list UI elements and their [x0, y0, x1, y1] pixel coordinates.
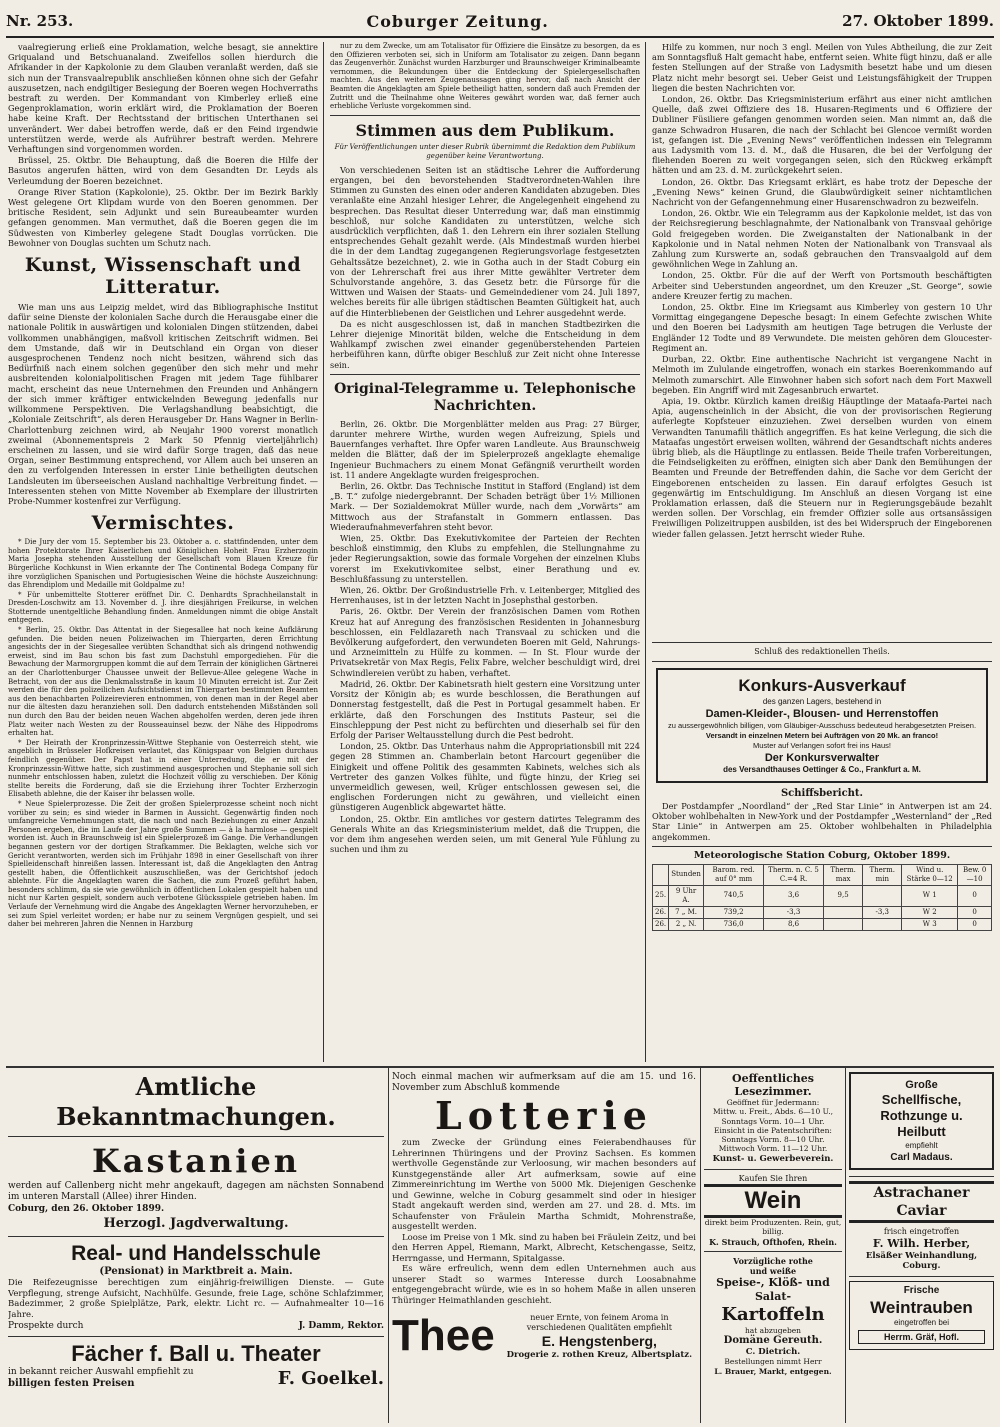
section-note: Für Veröffentlichungen unter dieser Rubrik übernimmt die Redaktion dem Publikum gegenüber keine Verantwortung. — [334, 142, 636, 160]
ad-line: Schellfische, — [881, 1092, 962, 1107]
section-rule — [652, 642, 992, 643]
ad-signature: E. Hengstenberg, — [541, 1332, 657, 1349]
table-cell: 0 — [958, 906, 992, 918]
ads-column-3 — [704, 1072, 842, 1424]
table-cell: 739,2 — [704, 906, 764, 918]
table-cell: 740,5 — [704, 885, 764, 906]
table-cell — [863, 885, 902, 906]
table-header: Wind u. Stärke 0—12 — [902, 864, 958, 885]
table-header — [653, 864, 669, 885]
lesezimmer-headline: Oeffentliches Lesezimmer. — [732, 1072, 814, 1098]
ad-line: Sonntags Vorm. 10—1 Uhr. — [721, 1116, 825, 1126]
section-title-stimmen: Stimmen aus dem Publikum. — [355, 120, 615, 140]
ad-line: Kaufen Sie Ihren — [738, 1173, 808, 1183]
section-rule — [8, 1136, 384, 1137]
ad-line: Heilbutt — [897, 1124, 946, 1139]
section-rule — [849, 1176, 994, 1177]
section-rule — [704, 1169, 842, 1170]
ad-line: des ganzen Lagers, bestehend in — [762, 697, 882, 707]
ad-line: Einsicht in die Patentschriften: — [714, 1125, 832, 1135]
section-title-vermischtes: Vermischtes. — [91, 512, 235, 535]
ad-line: Sonntags Vorm. 8—10 Uhr. — [721, 1135, 825, 1145]
ad-line: Vorzügliche rothe — [733, 1255, 813, 1266]
ad-signature: C. Dietrich. — [745, 1347, 801, 1358]
article-paragraph: Hilfe zu kommen, nur noch 3 engl. Meilen von Yules Abtheilung, die zur Zeit am Sonntagsfluß Halt gemacht habe, entfernt seien. White fügt hinzu, daß er alle festen Stellungen auf der Straße von Ladysmith besetzt habe und um diesen Platz nicht mehr besorgt sei. Ueber Geist und Leistungsfähigkeit der Truppen liegen die besten Nachrichten vor. — [652, 42, 992, 93]
table-cell: -3,3 — [764, 906, 824, 918]
section-rule — [8, 1336, 384, 1337]
article-paragraph: * Die Jury der vom 15. September bis 23. Oktober a. c. stattfindenden, unter dem hohen Protektorate Ihrer Kaiserlichen und Königlichen Hoheit Frau Erzherzogin Maria Josepha stehenden Ausstellung der Gesellschaft vom Blauen Kreuze für Bürgerliche Kochkunst in Wien erkannte der The Continental Bodega Company für ihre vorzüglichen Spanischen und Portugiesischen Weine die höchste Auszeichnung: das Ehrendiplom und Medaille mit Goldpalme zu! — [8, 538, 318, 590]
table-header-row — [653, 864, 992, 885]
ad-text: Loose im Preise von 1 Mk. sind zu haben bei Fräulein Zeitz, und bei den Herren Appel, Riemann, Markt, Albrecht, Ketschengasse, Seitz, Herrngasse, und Hermann, Spitalgasse. — [392, 1232, 696, 1264]
schiffsbericht-title: Schiffsbericht. — [780, 787, 864, 799]
column-1 — [8, 42, 318, 1062]
ad-line: in bekannt reicher Auswahl empfiehlt zu — [8, 1367, 194, 1377]
article-paragraph: Von verschiedenen Seiten ist an städtische Lehrer die Aufforderung ergangen, bei den bevorstehenden Stadtverordneten-Wahlen ihre Stimmen zu Gunsten des einen oder anderen Kandidaten abzugeben. Dies veranlaßte eine Anzahl hiesiger Lehrer, die Angelegenheit eingehend zu besprechen. Das Resultat dieser Unterredung war, daß man einstimmig beschloß, nur solche Kandidaten zu unterstützen, welche sich ausdrücklich verpflichten, daß 1. den Lehrern ein ihrer sozialen Stellung entsprechendes Gehalt gezahlt werde. (Als Mindestmaß wurden hierbei die in der dem Landtag zugegangenen Regierungsvorlage festgesetzten Gehaltssätze bezeichnet), 2. wie in Gotha auch in der Stadt Coburg ein von der Lehrerschaft frei aus ihrer Mitte gewählter Vertreter dem Schulvorstande angehöre, 3. das Gesetz betr. die Fürsorge für die Wittwen und Waisen der Staats- und Gemeindediener vom 24. Juli 1897, welches bereits für alle übrigen städtischen Beamten Gültigkeit hat, auch auf die Hinterbliebenen der Geistlichen und Lehrer ausgedehnt werde. — [330, 164, 640, 318]
article-paragraph: * Für unbemittelte Stotterer eröffnet Dir. C. Denhardts Sprachheilanstalt in Dresden-Loschwitz am 13. November d. J. ihre diesjährigen Freikurse, in welchen Stotternde unentgeltliche Behandlung finden. Anmeldungen nimmt die obige Anstalt entgegen. — [8, 590, 318, 625]
amtliche-section — [8, 1072, 384, 1424]
ad-line: Prospekte durch — [8, 1321, 84, 1331]
table-cell: 9,5 — [823, 885, 863, 906]
section-rule — [330, 374, 640, 375]
article-paragraph: * Berlin, 25. Oktbr. Das Attentat in der Siegesallee hat noch keine Aufklärung gefunden. Die beiden neuen Polizeiwachen im Thiergarten, deren Errichtung angesichts der in der Siegesallee verübten Schandthat sich als dringend nothwendig erweist, sind im Bau schon bis fast zum Dachstuhl emporgediehen. Für die Bewachung der Marmorgruppen kommt die auf dem Terrain der königlichen Gärtnerei an der Charlottenburger Chaussee unweit der Bellevue-Allee gelegene Wache in Betracht, von der aus die Denkmalsstraße in kaum 10 Minuten erreicht ist. Zur Zeit werden die für den polizeilichen Aufsichtsdienst im Thiergarten bestimmten Beamten aus den benachbarten Polizeirevieren entnommen, von denen man in der Regel aber nur die ältesten dazu heranziehen soll. Den dadurch entstehenden Mißständen soll nun durch den Bau der beiden neuen Wachen abgeholfen werden, deren jede ihren Platz weiter nach Westen zu der Rousseauinsel bezw. der Nähe des Hippodroms erhalten hat. — [8, 626, 318, 738]
newspaper-title: Coburger Zeitung. — [366, 11, 549, 31]
lotterie-headline: Lotterie — [435, 1093, 653, 1138]
article-paragraph: * Neue Spielerprozesse. Die Zeit der großen Spielerprozesse scheint noch nicht vorüber zu sein; es sind wieder in Barmen in Aussicht. Gegenwärtig finden noch umfangreiche Vernehmungen statt, die nach und nach Beziehungen zu einer Anzahl Personen ergeben, die im Laufe der Jahre große Summen — à la harmlose — gespielt worden ist. Auch in Braunschweig ist ein Spielerprozeß im Gange. Die Verhandlungen begannen gestern vor der dortigen Strafkammer. Die Beklagten, welche sich vor Gericht verantworten, werden sich im Frühjahr 1898 in einer Gesellschaft von ihrer Spielleidenschaft hinreißen lassen. Interessant ist, daß die Angeklagten den Antrag gestellt haben, die Öffentlichkeit auszuschließen, was der Gerichtshof jedoch ablehnte. Für die Angeklagten waren die Sachen, die zum Prozeß geführt haben, besonders schlimm, da sie wie gewöhnlich in öffentlichen Lokalen gespielt haben und nicht nur Karten gespielt, sondern auch verbotene Glücksspiele getrieben haben. Im Verlaufe der Vernehmung wird die Angabe des Angeklagten Werner hervorzuheben, er sei zum Spiel verleitet worden; er habe nur zu seinem Vergnügen gespielt, und sei daher bei mehreren Jahren die Nennen in Harzburg — [8, 799, 318, 929]
ad-text: Noch einmal machen wir aufmerksam auf die am 15. und 16. November zum Abschluß kommende — [392, 1072, 696, 1093]
end-of-editorial: Schluß des redaktionellen Theils. — [754, 647, 890, 656]
article-paragraph: Apia, 19. Oktbr. Kürzlich kamen dreißig Häuptlinge der Mataafa-Partei nach Apia, augenscheinlich in der Absicht, die von der provisorischen Regierung auferlegte Kopfsteuer einzuziehen. Zwei derselben wurden von einem Verwandten Tanumafili thätlich angegriffen. Es hat keine Verlegung, die sich die Mataafas ungestört erweisen wollten, während der Gesandtschaft nichts anderes übrig blieb, als die Häuptlinge zu entlassen. Beide Theile trafen Vorbereitungen, die Feindseligkeiten zu eröffnen, einigten sich aber Dank den Bemühungen der Beamten und Freunde der Betreffenden dahin, die Sache vor dem Gericht der Eingeborenen entscheiden zu lassen. Ein darauf erfolgtes Gesuch ist gegenwärtig im Entschuldigung. Im Anschluß an diesen Vorgang ist eine Proklamation erlassen, daß die Steuern nur in Regierungsgebäude bezahlt werden sollen. Der Vorschlag, ein fremder Offizier solle aus ortsansässigen Freiwilligen Polizeitruppen ausbilden, ist des bei Widerspruch der Eingeborenen wieder fallen gelassen. Jetzt herrscht wieder Ruhe. — [652, 395, 992, 539]
table-cell: 9 Uhr A. — [669, 885, 704, 906]
ad-line: eingetroffen bei — [893, 1318, 949, 1327]
table-header: Therm. min — [863, 864, 902, 885]
lotterie-section — [392, 1072, 696, 1424]
ad-line: empfiehlt — [905, 1141, 938, 1150]
ad-text: Die Reifezeugnisse berechtigen zum einjährig-freiwilligen Dienste. — Gute Verpflegung, strenge Aufsicht, Nachhülfe. Gesunde, freie Lage, schöne Schlafzimmer, Badezimmer, 2 große Spielplätze, Park, elektr. Licht rc. — Aufnahmealter 10—16 Jahre. — [8, 1278, 384, 1320]
ad-line: Der Konkursverwalter — [764, 751, 880, 764]
ad-text: zum Zwecke der Gründung eines Feierabendhauses für Lehrerinnen Thüringens und der Provinz Sachsen. Es kommen werthvolle Gegenstände zur Verloosung, wir machen besonders auf Kunstgegenstände aller Art aufmerksam, sowie auf eine Zimmereinrichtung im Werthe von 5000 Mk. Diejenigen Geschenke und Gewinne, welche in Coburg gesammelt sind oder in hiesiger Stadt angekauft werden sind, werden am 27. und 28. d. Mts. im Schaufenster von Fräulein Martha Schmidt, Mohrenstraße, ausgestellt werden. — [392, 1138, 696, 1232]
wein-headline: Wein — [704, 1184, 842, 1218]
article-paragraph: London, 26. Oktbr. Wie ein Telegramm aus der Kapkolonie meldet, ist das von der Reichsregierung beschlagnahmte, der Nationalbank von Transvaal gehörige Gold freigegeben worden. Die Zweiganstalten der Nationalbank in der Kapkolonie und in Natal nehmen Noten der Nationalbank von Transvaal als Zahlung zum Kurswerte an, sodaß gebrauchen den Transvaalgold auf dem gewöhnlichen Wege in Zahlung an. — [652, 208, 992, 270]
table-row — [653, 906, 992, 918]
article-paragraph: Paris, 26. Oktbr. Der Verein der französischen Damen vom Rothen Kreuz hat auf Anregung des französischen Residenten in Johannesburg beschlossen, ein Feldlazareth nach Transvaal zu schicken und die Bevölkerung aufgefordert, den verwundeten Boeren mit Geld, Nahrungs- und Arzneimitteln zu Hülfe zu kommen. — In St. Flour wurde der Privatsekretär von Max Regis, Felix Fabre, welcher beschuldigt wird, drei Schwindlereien verübt zu haben, verhaftet. — [330, 606, 640, 678]
issue-date: 27. Oktober 1899. — [842, 12, 994, 30]
meteo-table — [652, 864, 992, 931]
ad-line: zu aussergewöhnlich billigen, vom Gläubiger-Ausschuss bedeuteud herabgesetzten Preisen. — [667, 721, 977, 731]
ad-line: (Pensionat) in Marktbreit a. Main. — [99, 1266, 293, 1277]
kartoffeln-headline: Kartoffeln — [721, 1303, 825, 1325]
ad-signature: Carl Madaus. — [890, 1152, 953, 1163]
article-paragraph: London, 25. Oktbr. Ein amtliches vor gestern datirtes Telegramm des Generals White an das Kriegsministerium meldet, daß die Truppen, die vor dem ihm angesehen werden seien, um mit General Yule Fühlung zu suchen und ihm zu — [330, 813, 640, 855]
ad-line: des Versandthauses Oettinger & Co., Frankfurt a. M. — [723, 764, 921, 774]
ad-line: Damen-Kleider-, Blousen- und Herrenstoffen — [705, 708, 939, 721]
table-cell — [863, 918, 902, 930]
amtliche-title: Amtliche Bekanntmachungen. — [56, 1072, 336, 1131]
table-cell — [823, 918, 863, 930]
section-rule — [8, 1236, 384, 1237]
table-row — [653, 918, 992, 930]
ad-line: und weiße — [749, 1265, 797, 1276]
ad-line: neuer Ernte, von feinem Aroma in verschiedenen Qualitäten empfiehlt — [526, 1312, 672, 1332]
konkurs-ad — [656, 668, 988, 783]
article-paragraph: London, 25. Oktbr. Für die auf der Werft von Portsmouth beschäftigten Arbeiter sind Ueberstunden angeordnet, um den Kreuzer „St. George“, sowie andere Kreuzer fertig zu machen. — [652, 270, 992, 301]
ad-signature: K. Strauch, Ofthofen, Rhein. — [709, 1236, 837, 1247]
ad-signature: Herzogl. Jagdverwaltung. — [103, 1216, 289, 1231]
article-paragraph: Wien, 25. Oktbr. Das Exekutivkomitee der Parteien der Rechten beschloß einstimmig, den Klubs zu empfehlen, die Stellungnahme zu jeder Regierungsaktion, sowie das formale Vorgehen der einzelnen Klubs vorerst im Exekutivkomitee selbst, einer Berathung und ev. Beschlußfassung zu unterstellen. — [330, 533, 640, 584]
article-paragraph: Berlin, 26. Oktbr. Die Morgenblätter melden aus Prag: 27 Bürger, darunter mehrere Wirthe, wurden wegen Aufreizung, Spiels und Bauernfanges verhaftet. Ihre Opfer waren Landleute. Aus Braunschweig melden die Blätter, daß der im Spielerprozeß angeklagte ehemalige Ingenieur Buchmachers zu einem Monat Gefängniß verurtheilt worden ist. 11 andere Angeklagte wurden freigesprochen. — [330, 418, 640, 480]
ad-line: frisch eingetroffen — [883, 1227, 960, 1236]
kastanien-headline: Kastanien — [91, 1142, 301, 1180]
table-cell: 0 — [958, 885, 992, 906]
article-paragraph: Brüssel, 25. Oktbr. Die Behauptung, daß die Boeren die Hilfe der Basutos angerufen hätten, wird von dem Gesandten Dr. Leyds als Verleumdung der Boeren bezeichnet. — [8, 155, 318, 186]
column-divider — [323, 42, 324, 1062]
issue-number: Nr. 253. — [6, 12, 74, 30]
article-paragraph: * Der Heirath der Kronprinzessin-Wittwe Stephanie von Oesterreich steht, wie angeblich in Brüsseler Hofkreisen verlautet, das Königspaar von Belgien durchaus feindlich gegenüber. Der Papst hat in einer Unterredung, die er mit der Kronprinzessin-Wittwe hatte, sich zustimmend ausgesprochen und Stephanie soll sich nunmehr entschlossen haben, zuletzt die Hochzeit völlig zu verschieben. Der König stellte bereits die Forderung, daß sie die Erziehung ihrer Tochter Erzherzogin Elisabeth ablehne, die der Kaiser ihr belassen wolle. — [8, 738, 318, 799]
column-3 — [652, 42, 992, 1062]
table-row — [653, 885, 992, 906]
section-rule — [849, 1276, 994, 1277]
ad-line: Rothzunge u. — [880, 1108, 963, 1123]
faecher-headline: Fächer f. Ball u. Theater — [71, 1341, 321, 1366]
article-paragraph: Da es nicht ausgeschlossen ist, daß in manchen Stadtbezirken die Lehrer diejenige Minorität bilden, welche die Entscheidung in dem Wahlkampf zwischen zwei einander gegenüberstehenden Parteien herbeiführen kann, dürfte obiger Beschluß zur Zeit nicht ohne Interesse sein. — [330, 318, 640, 370]
section-title-kunst: Kunst, Wissenschaft und Litteratur. — [24, 254, 302, 299]
table-cell: W 2 — [902, 906, 958, 918]
column-divider — [845, 1068, 846, 1423]
weintrauben-headline: Weintrauben — [870, 1298, 973, 1317]
ad-line: Drogerie z. rothen Kreuz, Albertsplatz. — [506, 1349, 693, 1360]
article-paragraph: Madrid, 26. Oktbr. Der Kabinetsrath hielt gestern eine Vorsitzung unter Vorsitz der Königin ab; es wurde beschlossen, die Berathungen auf Donnerstag festgestellt, daß die Pest in Portugal gesammelt haben. Er erklärte, daß den Forschungen des Instituts Pasteur, sei die Einschleppung der Pest nicht zu befürchten und dieserhalb sei für den Erfolg der Pariser Weltausstellung durch die Pest bedroht. — [330, 678, 640, 740]
caviar-headline: Astrachaner Caviar — [849, 1181, 994, 1223]
table-cell: 26. — [653, 906, 669, 918]
ad-signature: F. Wilh. Herber, — [872, 1237, 971, 1250]
article-paragraph: Durban, 22. Oktbr. Eine authentische Nachricht ist vergangene Nacht in Melmoth im Zululande eingetroffen, wonach ein starkes Boerenkommando auf Melmoth zumarschirt. Alle Einwohner haben sich sofort nach dem Fort Maxwell begeben. Ein Angriff wird mit Zagesanbruch erwartet. — [652, 354, 992, 395]
table-cell — [823, 906, 863, 918]
thee-ad — [392, 1312, 696, 1360]
table-header: Barom. red. auf 0° mm — [704, 864, 764, 885]
ad-headline: Konkurs-Ausverkauf — [738, 676, 906, 696]
table-cell: -3,3 — [863, 906, 902, 918]
table-cell: 2 „ N. — [669, 918, 704, 930]
ad-line: Coburg. — [902, 1261, 941, 1271]
table-cell: 7 „ M. — [669, 906, 704, 918]
article-paragraph: London, 25. Oktbr. Eine im Kriegsamt aus Kimberley von gestern 10 Uhr Vormittag eingegangene Depesche besagt: In einem Gefechte zwischen White und den Boeren bei Ladysmith am heutigen Tage betrugen die Verluste der Engländer 12 Todte und 89 Verwundete. Die meisten gehören dem Gloucester-Regiment an. — [652, 302, 992, 353]
section-rule — [704, 1251, 842, 1252]
ad-signature: J. Damm, Rektor. — [298, 1321, 384, 1331]
ad-signature: L. Brauer, Markt, entgegen. — [714, 1366, 832, 1376]
ad-line: Mittw. u. Freit., Abds. 6—10 U., — [712, 1107, 834, 1117]
meteo-title: Meteorologische Station Coburg, Oktober 1899. — [693, 849, 951, 861]
ad-line: Mittwoch Vorm. 11—12 Uhr. — [718, 1144, 828, 1154]
ad-line: hat abzugeben — [744, 1325, 802, 1335]
ad-signature: F. Goelkel. — [277, 1368, 384, 1389]
table-cell: 8,6 — [764, 918, 824, 930]
column-divider — [645, 42, 646, 1062]
article-paragraph: London, 26. Oktbr. Das Kriegsamt erklärt, es habe trotz der Depesche der „Evening News“ keinen Grund, die Glaubwürdigkeit seiner nichtamtlichen Nachricht von der Gefangennehmung einer Husarenschwadron zu bezweifeln. — [652, 176, 992, 208]
article-paragraph: vaalregierung erließ eine Proklamation, welche besagt, sie annektire Griqualand und Betschuanaland. Zweifellos sollen hierdurch die Afrikander in der Kapkolonie zu dem Glauben veranlaßt werden, daß sie sich nun der Transvaalrepublik anschließen können ohne sich der Gefahr auszusetzen, nach endgiltiger Besiegung der Boeren wegen Hochverraths bestraft zu werden. Der Kommandant von Kimberley erließ eine Gegenproklamation, worin erklärt wird, die Proklamation der Boeren habe keine Kraft. Der Rechtsstand der britischen Unterthanen sei unverändert. Wer dabei betroffen werde, daß er den Feind irgendwie unterstützen werde, werde als Aufrührer bestraft werden. Mehrere Verhaftungen sind vorgenommen worden. — [8, 42, 318, 155]
ad-line: Elsäßer Weinhandlung, — [865, 1251, 978, 1261]
schule-headline: Real- und Handelsschule — [71, 1242, 321, 1265]
ad-line: billigen festen Preisen — [8, 1378, 135, 1389]
column-2 — [330, 42, 640, 1062]
article-paragraph: Der Postdampfer „Noordland“ der „Red Star Linie“ in Antwerpen ist am 24. Oktober wohlbehalten in New-York und der Postdampfer „Westernland“ der „Red Star Linie“ in Antwerpen am 25. Oktober wohlbehalten in Philadelphia angekommen. — [652, 800, 992, 842]
ad-line: Große — [905, 1079, 938, 1091]
section-title-telegramme: Original-Telegramme u. Telephonische Nachrichten. — [334, 380, 636, 414]
thee-headline: Thee — [392, 1311, 495, 1360]
ad-line: Muster auf Verlangen sofort frei ins Haus! — [753, 740, 891, 750]
table-header: Therm. n. C. 5 C.=4 R. — [764, 864, 824, 885]
ad-line: Geöffnet für Jedermann: — [726, 1098, 820, 1107]
ad-line: Bestellungen nimmt Herr — [724, 1357, 822, 1367]
ad-signature: Kunst- u. Gewerbeverein. — [712, 1153, 834, 1164]
table-cell: 3,6 — [764, 885, 824, 906]
table-header: Therm. max — [823, 864, 863, 885]
article-paragraph: London, 26. Oktbr. Das Kriegsministerium erfährt aus einer nicht amtlichen Quelle, daß zwei Offiziere des 18. Husaren-Regiments und 6 Offiziere der Dubliner Füsiliere gefangen genommen worden seien. Man nimmt an, daß die ganze Schwadron Husaren, die nach der Schlacht bei Glencoe vermißt worden ist, gefangen ist. Die „Evening News“ veröffentlichen indessen ein Telegramm aus Ladysmith vom 13. d. M., daß die Husaren, die bei der Verfolgung der fliehenden Boeren zu weit vorgegangen seien, sich den Rückweg erkämpft hätten und am 23. d. M. zurückgekehrt seien. — [652, 94, 992, 176]
ad-text: Es wäre erfreulich, wenn dem edlen Unternehmen auch aus unserer Stadt so warmes Interesse durch Loosabnahme entgegengebracht würde, wie es in so hohem Maße in allen unseren Thüringer Heimathlanden geschieht. — [392, 1264, 696, 1306]
table-cell: 25. — [653, 885, 669, 906]
article-paragraph: London, 25. Oktbr. Das Unterhaus nahm die Appropriationsbill mit 224 gegen 28 Stimmen an. Chamberlain betont Harcourt gegenüber die Einigkeit und offene Politik des gesammten Kabinets, welches sich als Vertreter des ganzen Volkes fühlte, und fügte hinzu, der Krieg sei unvermeidlich gewesen, weil, Krüger entschlossen gewesen sei, die englischen Forderungen nicht zu gewähren, und vielleicht einen günstigeren Augenblick abgewartet hätte. — [330, 741, 640, 813]
ad-line: direkt beim Produzenten. Rein, gut, billig. — [704, 1217, 842, 1237]
article-paragraph: Orange River Station (Kapkolonie), 25. Oktbr. Der im Bezirk Barkly West gelegene Ort Klipdam wurde von den Boeren genommen. Der britische Resident, sein Adjunkt und sein Bureaubeamter wurden gefangen genommen. Man vermuthet, daß die Boeren gegen die im Südwesten von Kimberley gelegene Stadt Douglas vorrücken. Die Bewohner von Douglas suchten um Schutz nach. — [8, 186, 318, 248]
section-rule — [652, 661, 992, 662]
table-cell: 26. — [653, 918, 669, 930]
section-rule — [652, 846, 992, 847]
ad-line: Frische — [903, 1285, 940, 1296]
ad-line: Versandt in einzelnen Metern bei Aufträgen von 20 Mk. an franco! — [705, 730, 939, 740]
ad-line: Domäne Gereuth. — [723, 1335, 823, 1347]
section-rule — [330, 115, 640, 116]
table-header: Stunden — [669, 864, 704, 885]
table-cell: 0 — [958, 918, 992, 930]
ad-signature: Herrm. Gräf, Hofl. — [858, 1330, 985, 1344]
table-header: Bew. 0—10 — [958, 864, 992, 885]
ad-date: Coburg, den 26. Oktober 1899. — [8, 1204, 165, 1214]
article-paragraph: Wie man uns aus Leipzig meldet, wird das Bibliographische Institut dafür seine Dienste der kolonialen Sache durch die Herausgabe einer die nationale Politik in auswärtigen und kolonialen Dingen stützenden, dabei vollkommen unabhängigen, maßvoll kritischen Zeitschrift widmen. Bei dem Umstande, daß wir in Deutschland ein Organ von dieser ausgesprochenen Tendenz noch nicht besitzen, während sich das Bedürfniß nach einem solchen gegenüber den sich mehr und mehr ausbreitenden kolonialpolitischen Fragen mit jedem Tage fühlbarer macht, erscheint das neue Unternehmen den Freunden und Anhängern der sich immer kräftiger entwickelnden Bewegung jedenfalls nur willkommene Perspektiven. Die Verlagshandlung beabsichtigt, die „Koloniale Zeitschrift“, als deren Herausgeber Dr. Hans Wagner in Berlin-Charlottenburg zeichnen wird, ab Neujahr 1900 vorerst monatlich zweimal (Abonnementspreis 2 Mark 50 Pfennig vierteljährlich) erscheinen zu lassen, und sie wird dafür Sorge tragen, daß das neue Organ, seiner Bestimmung entsprechend, vor Allem auch bei unseren an den zu verfolgenden Interessen in erster Linie betheiligten deutschen Landsleuten im überseeischen Ausland nachhaltige Verbreitung findet. — Interessenten stehen von Mitte November ab Exemplare der illustrirten Probe-Nummer kostenfrei zur Verfügung. — [8, 302, 318, 506]
table-cell: W 3 — [902, 918, 958, 930]
column-divider — [388, 1068, 389, 1423]
schellfische-ad — [849, 1072, 994, 1170]
weintrauben-ad — [849, 1281, 994, 1350]
table-cell: W 1 — [902, 885, 958, 906]
ads-column-4 — [849, 1072, 994, 1424]
column-divider — [700, 1068, 701, 1423]
article-paragraph: Berlin, 26. Oktbr. Das Technische Institut in Stafford (England) ist dem „B. T.“ zufolge niedergebrannt. Der Schaden beträgt über 1½ Millionen Mark. — Der Sozialdemokrat Müller wurde, nach dem „Vorwärts“ am Mittwoch aus der Strafanstalt in Gommern entlassen. Das Wiederaufnahmeverfahren steht bevor. — [330, 481, 640, 532]
ad-text: werden auf Callenberg nicht mehr angekauft, dagegen am nächsten Sonnabend im unteren Marstall (Allee) ihrer Hinden. — [8, 1181, 384, 1202]
article-paragraph: nur zu dem Zwecke, um am Totalisator für Offiziere die Einsätze zu besorgen, da es den Offizieren verboten sei, sich in Uniform am Totalisator zu zeigen. Dann begann das Zeugenverhör. Zunächst wurden Harzburger und Braunschweiger Kriminalbeamte vernommen, die Bekundungen über die Entdeckung der Spielergesellschaften machten. Aus den weiteren Zeugenaussagen ging hervor, daß nach Ansicht der Beamten die Angeklagten am Spiele betheiligt hatten, sondern daß auch Fremden der Zutritt und die Theilnahme ohne Weiteres gewährt worden war, daß ferner auch erhebliche Verluste vorgekommen sind. — [330, 42, 640, 111]
table-cell: 736,0 — [704, 918, 764, 930]
article-paragraph: Wien, 26. Oktbr. Der Großindustrielle Frh. v. Leitenberger, Mitglied des Herrenhauses, ist in der letzten Nacht in Josephsthal gestorben. — [330, 585, 640, 606]
masthead — [6, 6, 994, 38]
kartoffeln-headline: Speise-, Klöß- und Salat- — [716, 1275, 830, 1303]
